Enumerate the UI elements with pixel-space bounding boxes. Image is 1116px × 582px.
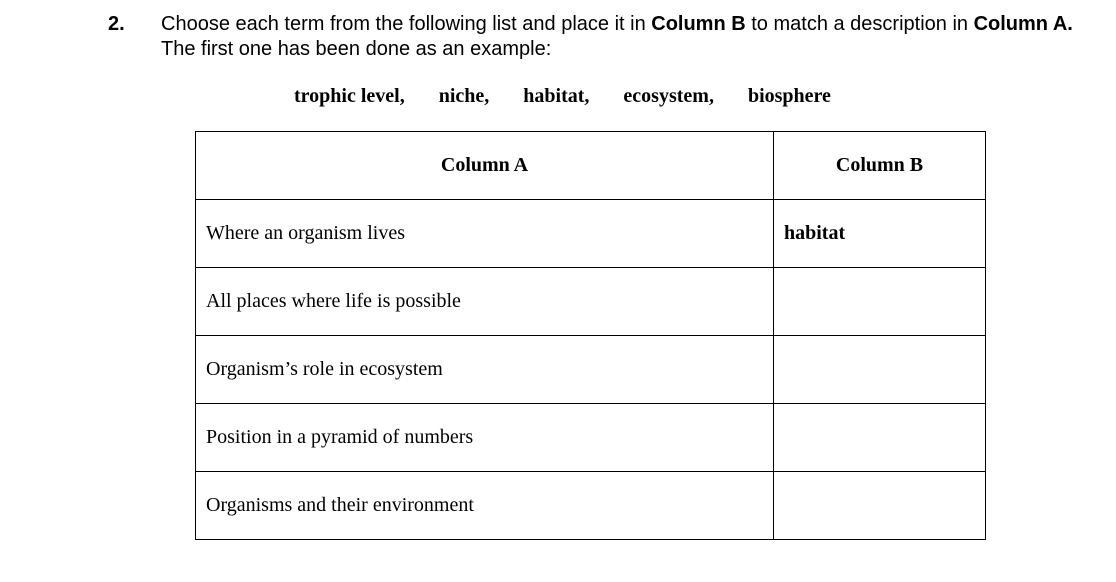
- answer-cell[interactable]: [774, 404, 986, 472]
- table-row: [196, 472, 986, 540]
- term-item: niche,: [438, 85, 490, 107]
- column-a-header: Column A: [196, 132, 774, 200]
- question-number: 2.: [108, 13, 125, 35]
- answer-cell[interactable]: [774, 268, 986, 336]
- term-list: [294, 85, 831, 108]
- column-b-reference: Column B: [651, 13, 746, 35]
- description-cell: Organisms and their environment: [196, 472, 774, 540]
- description-cell: Organism’s role in ecosystem: [196, 336, 774, 404]
- description-cell: All places where life is possible: [196, 268, 774, 336]
- answer-cell[interactable]: [774, 472, 986, 540]
- question-instruction: [161, 12, 1073, 62]
- instruction-line-1: [161, 12, 1073, 37]
- term-item: habitat,: [523, 85, 590, 107]
- column-b-header: Column B: [774, 132, 986, 200]
- instruction-line-2: The first one has been done as an example:: [161, 38, 552, 60]
- table-row: [196, 268, 986, 336]
- table-row: [196, 336, 986, 404]
- table-row: [196, 404, 986, 472]
- table-header-row: [196, 132, 986, 200]
- table-row: [196, 200, 986, 268]
- term-item: ecosystem,: [623, 85, 714, 107]
- answer-cell[interactable]: [774, 336, 986, 404]
- column-a-reference: Column A.: [973, 13, 1073, 35]
- term-item: trophic level,: [294, 85, 405, 107]
- term-item: biosphere: [747, 85, 831, 107]
- instruction-text-1: Choose each term from the following list and place it in: [161, 13, 652, 35]
- matching-table: [195, 131, 986, 540]
- description-cell: Where an organism lives: [196, 200, 774, 268]
- answer-cell[interactable]: habitat: [774, 200, 986, 268]
- instruction-text-2: to match a description in: [745, 13, 974, 35]
- description-cell: Position in a pyramid of numbers: [196, 404, 774, 472]
